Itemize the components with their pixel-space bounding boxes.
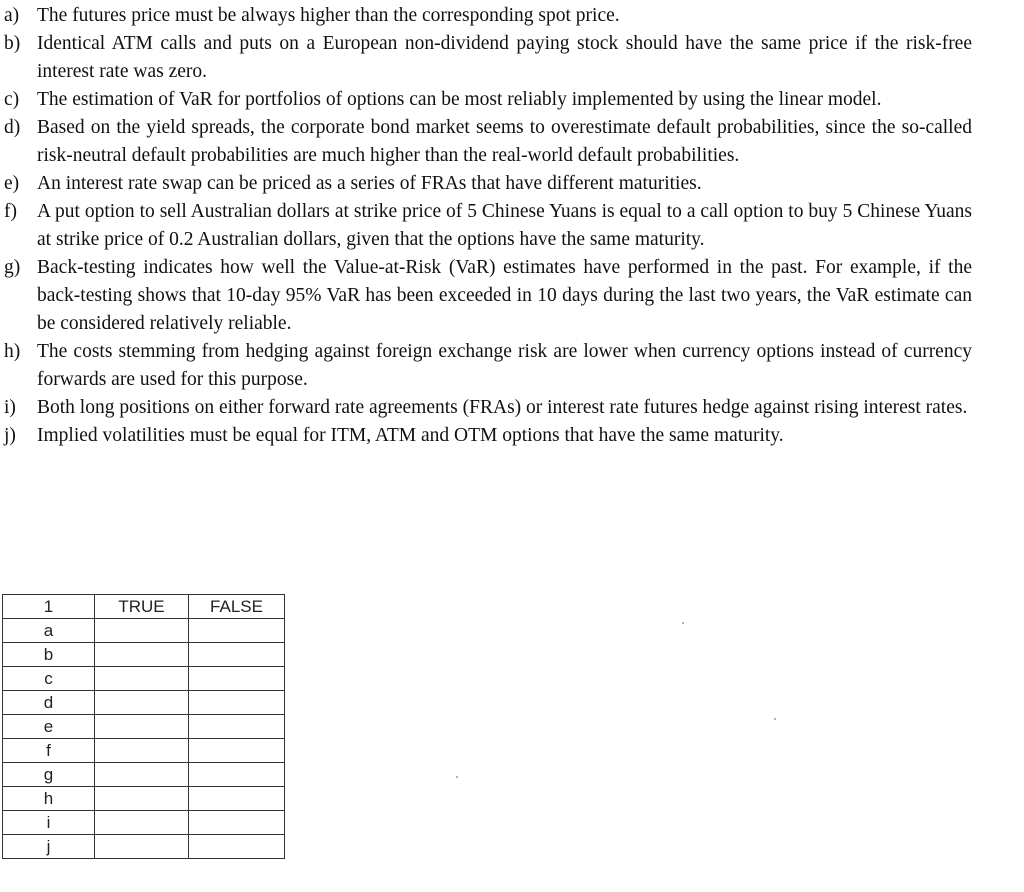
row-label: h xyxy=(3,787,95,811)
header-true: TRUE xyxy=(95,595,189,619)
answer-row-g xyxy=(3,763,285,787)
false-cell[interactable] xyxy=(189,643,285,667)
false-cell[interactable] xyxy=(189,739,285,763)
question-letter: b) xyxy=(4,33,21,54)
false-cell[interactable] xyxy=(189,715,285,739)
scan-speck xyxy=(682,622,684,624)
question-text: An interest rate swap can be priced as a series of FRAs that have different maturities. xyxy=(37,173,702,194)
scan-speck xyxy=(774,718,776,720)
answer-row-i xyxy=(3,811,285,835)
answer-table-header-row xyxy=(3,595,285,619)
false-cell[interactable] xyxy=(189,667,285,691)
row-label: i xyxy=(3,811,95,835)
true-cell[interactable] xyxy=(95,619,189,643)
question-list xyxy=(4,2,972,450)
question-letter: a) xyxy=(4,5,20,26)
question-item-a xyxy=(4,2,972,30)
true-cell[interactable] xyxy=(95,811,189,835)
question-text: The estimation of VaR for portfolios of options can be most reliably implemented by using the linear model. xyxy=(37,89,882,110)
row-label: b xyxy=(3,643,95,667)
question-text: The costs stemming from hedging against foreign exchange risk are lower when currency options instead of currency forwards are used for this purpose. xyxy=(37,341,972,390)
row-label: e xyxy=(3,715,95,739)
row-label: c xyxy=(3,667,95,691)
question-letter: d) xyxy=(4,117,21,138)
false-cell[interactable] xyxy=(189,691,285,715)
false-cell[interactable] xyxy=(189,835,285,859)
answer-table xyxy=(2,594,285,859)
row-label: g xyxy=(3,763,95,787)
question-letter: h) xyxy=(4,341,21,362)
question-letter: g) xyxy=(4,257,21,278)
question-letter: i) xyxy=(4,397,16,418)
question-item-d xyxy=(4,114,972,170)
answer-row-d xyxy=(3,691,285,715)
true-cell[interactable] xyxy=(95,643,189,667)
header-question-number: 1 xyxy=(3,595,95,619)
false-cell[interactable] xyxy=(189,619,285,643)
question-text: Identical ATM calls and puts on a European non-dividend paying stock should have the same price if the risk-free interest rate was zero. xyxy=(37,33,972,82)
question-item-e xyxy=(4,170,972,198)
question-letter: j) xyxy=(4,425,16,446)
false-cell[interactable] xyxy=(189,811,285,835)
question-letter: e) xyxy=(4,173,20,194)
row-label: j xyxy=(3,835,95,859)
question-item-b xyxy=(4,30,972,86)
row-label: a xyxy=(3,619,95,643)
question-text: Based on the yield spreads, the corporate bond market seems to overestimate default probabilities, since the so-called risk-neutral default probabilities are much higher than the real-world default probabilities. xyxy=(37,117,972,166)
question-letter: c) xyxy=(4,89,20,110)
answer-row-a xyxy=(3,619,285,643)
answer-row-b xyxy=(3,643,285,667)
answer-row-h xyxy=(3,787,285,811)
row-label: d xyxy=(3,691,95,715)
true-cell[interactable] xyxy=(95,691,189,715)
true-cell[interactable] xyxy=(95,763,189,787)
question-item-c xyxy=(4,86,972,114)
true-cell[interactable] xyxy=(95,835,189,859)
answer-row-c xyxy=(3,667,285,691)
question-item-i xyxy=(4,394,972,422)
row-label: f xyxy=(3,739,95,763)
true-cell[interactable] xyxy=(95,715,189,739)
true-cell[interactable] xyxy=(95,739,189,763)
false-cell[interactable] xyxy=(189,787,285,811)
answer-row-e xyxy=(3,715,285,739)
question-item-h xyxy=(4,338,972,394)
question-text: Back-testing indicates how well the Value-at-Risk (VaR) estimates have performed in the past. For example, if the back-testing shows that 10-day 95% VaR has been exceeded in 10 days during the last two years, the VaR estimate can be considered relatively reliable. xyxy=(37,257,972,334)
question-text: A put option to sell Australian dollars at strike price of 5 Chinese Yuans is equal to a call option to buy 5 Chinese Yuans at strike price of 0.2 Australian dollars, given that the options have the same maturity. xyxy=(37,201,972,250)
answer-row-f xyxy=(3,739,285,763)
question-item-j xyxy=(4,422,972,450)
question-text: Implied volatilities must be equal for ITM, ATM and OTM options that have the same maturity. xyxy=(37,425,784,446)
question-item-f xyxy=(4,198,972,254)
true-cell[interactable] xyxy=(95,787,189,811)
header-false: FALSE xyxy=(189,595,285,619)
question-letter: f) xyxy=(4,201,17,222)
answer-row-j xyxy=(3,835,285,859)
false-cell[interactable] xyxy=(189,763,285,787)
question-text: Both long positions on either forward rate agreements (FRAs) or interest rate futures hedge against rising interest rates. xyxy=(37,397,968,418)
question-text: The futures price must be always higher than the corresponding spot price. xyxy=(37,5,620,26)
scan-speck xyxy=(456,776,458,778)
question-item-g xyxy=(4,254,972,338)
true-cell[interactable] xyxy=(95,667,189,691)
